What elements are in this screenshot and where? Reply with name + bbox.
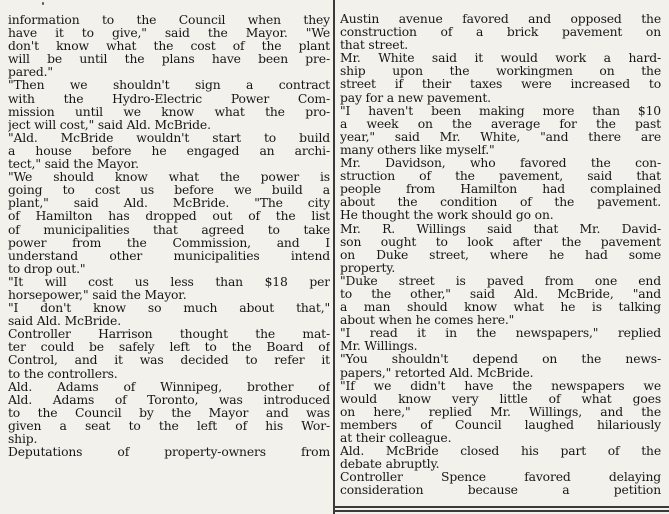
text-line: Mr. Davidson, who favored the con- (340, 157, 661, 171)
text-line: Mr. Willings. (340, 340, 418, 354)
text-line: a man should know what he is talking (340, 301, 661, 315)
text-line: street if their taxes were increased to (340, 78, 661, 92)
text-line: to the other," said Ald. McBride, "and (340, 287, 661, 301)
text-line: given a seat to the left of his Wor- (8, 419, 330, 433)
text-line: "It will cost us less than $18 per (8, 275, 330, 289)
text-line: ject will cost," said Ald. McBride. (8, 118, 211, 132)
text-line: mission until we know what the pro- (8, 105, 330, 119)
text-line: "I read it in the newspapers," replied (340, 327, 661, 341)
column-divider (333, 0, 335, 514)
text-line: Deputations of property-owners from (8, 446, 330, 460)
text-line: Control, and it was decided to refer it (8, 354, 330, 368)
text-line: that street. (340, 39, 409, 53)
text-line: debate abruptly. (340, 458, 440, 472)
text-line: son ought to look after the pavement (340, 235, 661, 249)
text-line: have it to give," said the Mayor. "We (8, 27, 330, 41)
text-line: about when he comes here." (340, 314, 515, 328)
text-line: tect," said the Mayor. (8, 158, 139, 172)
text-line: struction of the pavement, said that (340, 170, 661, 184)
text-line: a week on the average for the past (340, 117, 661, 131)
bottom-rule (334, 506, 669, 508)
text-line: will be until the plans have been pre- (8, 53, 330, 67)
text-line: to the controllers. (8, 367, 118, 381)
text-line: said Ald. McBride. (8, 315, 121, 329)
text-line: of Hamilton has dropped out of the list (8, 210, 330, 224)
text-line: ter could be safely left to the Board of (8, 341, 330, 355)
text-line: to drop out." (8, 262, 86, 276)
text-line: "We should know what the power is (8, 171, 330, 185)
text-line: understand other municipalities intend (8, 249, 330, 263)
text-line: horsepower," said the Mayor. (8, 288, 187, 302)
text-line: "I haven't been making more than $10 (340, 104, 661, 118)
text-line: plant," said Ald. McBride. "The city (8, 197, 330, 211)
text-line: at their colleague. (340, 432, 452, 445)
text-line: would know very little of what goes (340, 392, 661, 406)
text-line: on Duke street, where he had some (340, 248, 661, 262)
text-line: pay for a new pavement. (340, 91, 491, 105)
text-line: many others like myself." (340, 143, 495, 157)
text-line: He thought the work should go on. (340, 209, 554, 223)
text-line: ship. (8, 433, 38, 446)
text-line: power from the Commission, and I (8, 236, 330, 250)
text-line: Austin avenue favored and opposed the (340, 13, 661, 26)
text-line: information to the Council when they (8, 14, 330, 27)
right-column (340, 13, 661, 497)
text-line: "Ald. McBride wouldn't start to build (8, 131, 330, 145)
text-line: on here," replied Mr. Willings, and the (340, 405, 661, 419)
text-line: "You shouldn't depend on the news- (340, 353, 661, 367)
ink-speck (42, 2, 44, 5)
text-line: about the condition of the pavement. (340, 196, 661, 210)
text-line: Ald. Adams of Toronto, was introduced (8, 393, 330, 407)
text-line: Mr. White said it would work a hard- (340, 52, 661, 66)
text-line: "Duke street is paved from one end (340, 274, 661, 288)
text-line: Controller Spence favored delaying (340, 471, 661, 485)
text-line: Mr. R. Willings said that Mr. David- (340, 222, 661, 236)
text-line: consideration because a petition (340, 484, 661, 498)
text-line: papers," retorted Ald. McBride. (340, 366, 534, 380)
text-line: Controller Harrison thought the mat- (8, 328, 330, 342)
text-line: members of Council laughed hilariously (340, 418, 661, 432)
text-line: ship upon the workingmen on the (340, 65, 661, 79)
left-column (8, 14, 330, 459)
text-line: Ald. Adams of Winnipeg, brother of (8, 380, 330, 394)
text-line: a house before he engaged an archi- (8, 144, 330, 158)
text-line: "If we didn't have the newspapers we (340, 379, 661, 393)
text-line: pared." (8, 66, 53, 80)
text-line: going to cost us before we build a (8, 184, 330, 198)
text-line: year," said Mr. White, "and there are (340, 130, 661, 144)
text-line: people from Hamilton had complained (340, 183, 661, 197)
text-line: to the Council by the Mayor and was (8, 406, 330, 420)
text-line: with the Hydro-Electric Power Com- (8, 92, 330, 106)
text-line: Ald. McBride closed his part of the (340, 445, 661, 459)
bottom-rule-second (334, 510, 669, 512)
text-line: of municipalities that agreed to take (8, 223, 330, 237)
text-line: "I don't know so much about that," (8, 302, 330, 316)
text-line: don't know what the cost of the plant (8, 40, 330, 54)
text-line: construction of a brick pavement on (340, 26, 661, 40)
text-line: "Then we shouldn't sign a contract (8, 79, 330, 93)
text-line: property. (340, 261, 396, 275)
